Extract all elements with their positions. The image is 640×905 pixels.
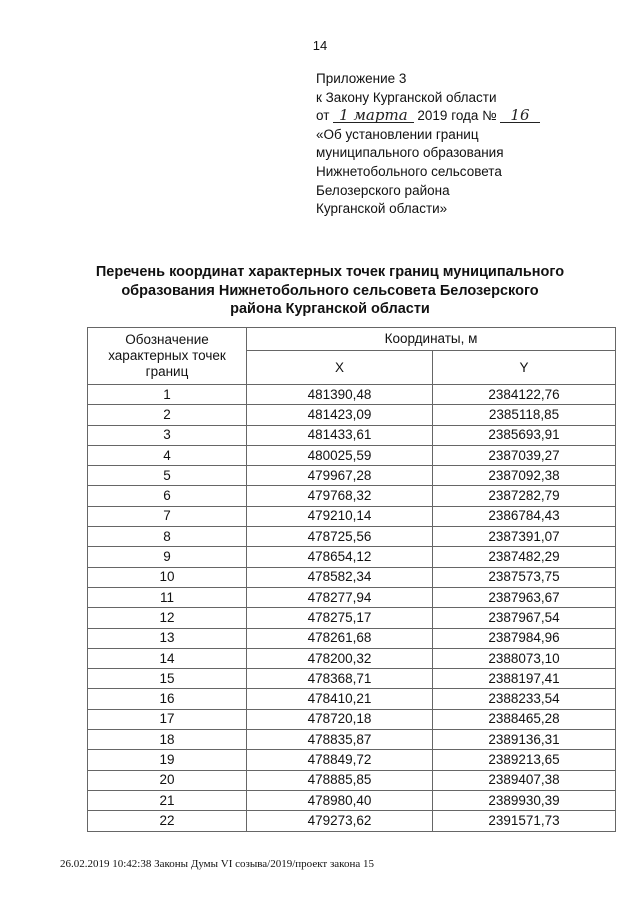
x-coordinate-cell: 478275,17: [247, 608, 433, 628]
x-coordinate-cell: 479967,28: [247, 466, 433, 486]
y-coordinate-cell: 2387963,67: [433, 587, 616, 607]
y-coordinate-cell: 2387967,54: [433, 608, 616, 628]
x-coordinate-cell: 478885,85: [247, 770, 433, 790]
table-row: [88, 648, 616, 668]
table-row: [88, 730, 616, 750]
y-coordinate-cell: 2389213,65: [433, 750, 616, 770]
y-coordinate-cell: 2387282,79: [433, 486, 616, 506]
y-coordinate-cell: 2385693,91: [433, 425, 616, 445]
table-row: [88, 385, 616, 405]
point-number-cell: 21: [88, 790, 247, 810]
appendix-line-6: Нижнетобольного сельсовета: [316, 163, 502, 179]
point-number-cell: 3: [88, 425, 247, 445]
appendix-line-5: муниципального образования: [316, 145, 504, 161]
table-row: [88, 608, 616, 628]
point-number-cell: 20: [88, 770, 247, 790]
title-line-1: Перечень координат характерных точек границ муниципального: [95, 264, 565, 280]
point-number-cell: 22: [88, 811, 247, 831]
table-row: [88, 587, 616, 607]
point-number-cell: 1: [88, 385, 247, 405]
y-coordinate-cell: 2385118,85: [433, 405, 616, 425]
page-number: 14: [312, 38, 328, 53]
y-coordinate-cell: 2389136,31: [433, 730, 616, 750]
point-number-cell: 19: [88, 750, 247, 770]
header-y: Y: [433, 351, 616, 385]
point-number-cell: 8: [88, 527, 247, 547]
point-number-cell: 2: [88, 405, 247, 425]
point-number-cell: 18: [88, 730, 247, 750]
table-row: [88, 506, 616, 526]
x-coordinate-cell: 478654,12: [247, 547, 433, 567]
x-coordinate-cell: 479210,14: [247, 506, 433, 526]
handwritten-law-number: 16: [500, 108, 539, 123]
table-row: [88, 486, 616, 506]
table-row: [88, 669, 616, 689]
table-row: [88, 466, 616, 486]
point-number-cell: 13: [88, 628, 247, 648]
appendix-block: [316, 70, 540, 219]
table-row: [88, 547, 616, 567]
table-row: [88, 750, 616, 770]
x-coordinate-cell: 478849,72: [247, 750, 433, 770]
point-number-cell: 15: [88, 669, 247, 689]
y-coordinate-cell: 2387391,07: [433, 527, 616, 547]
point-number-cell: 4: [88, 445, 247, 465]
appendix-date-prefix: от: [316, 108, 330, 124]
table-row: [88, 689, 616, 709]
table-row: [88, 790, 616, 810]
y-coordinate-cell: 2389930,39: [433, 790, 616, 810]
y-coordinate-cell: 2388233,54: [433, 689, 616, 709]
appendix-line-2: к Закону Курганской области: [316, 89, 497, 105]
x-coordinate-cell: 478720,18: [247, 709, 433, 729]
y-coordinate-cell: 2387573,75: [433, 567, 616, 587]
y-coordinate-cell: 2387039,27: [433, 445, 616, 465]
y-coordinate-cell: 2388197,41: [433, 669, 616, 689]
x-coordinate-cell: 481390,48: [247, 385, 433, 405]
x-coordinate-cell: 479768,32: [247, 486, 433, 506]
x-coordinate-cell: 479273,62: [247, 811, 433, 831]
x-coordinate-cell: 478261,68: [247, 628, 433, 648]
table-body: [88, 385, 616, 832]
x-coordinate-cell: 478410,21: [247, 689, 433, 709]
table-row: [88, 628, 616, 648]
point-number-cell: 14: [88, 648, 247, 668]
x-coordinate-cell: 478725,56: [247, 527, 433, 547]
y-coordinate-cell: 2387092,38: [433, 466, 616, 486]
title-line-3: района Курганской области: [230, 301, 430, 317]
appendix-line-4: «Об установлении границ: [316, 126, 479, 142]
table-row: [88, 811, 616, 831]
x-coordinate-cell: 478980,40: [247, 790, 433, 810]
handwritten-date: 1 марта: [333, 108, 413, 123]
y-coordinate-cell: 2388465,28: [433, 709, 616, 729]
appendix-line-3: [316, 107, 540, 126]
y-coordinate-cell: 2387482,29: [433, 547, 616, 567]
point-number-cell: 9: [88, 547, 247, 567]
x-coordinate-cell: 480025,59: [247, 445, 433, 465]
header-coordinates: Координаты, м: [247, 328, 616, 351]
x-coordinate-cell: 481423,09: [247, 405, 433, 425]
point-number-cell: 12: [88, 608, 247, 628]
x-coordinate-cell: 478582,34: [247, 567, 433, 587]
table-row: [88, 709, 616, 729]
appendix-line-1: Приложение 3: [316, 71, 407, 86]
table-row: [88, 425, 616, 445]
y-coordinate-cell: 2389407,38: [433, 770, 616, 790]
y-coordinate-cell: 2387984,96: [433, 628, 616, 648]
appendix-year-label: 2019 года №: [417, 108, 497, 124]
point-number-cell: 10: [88, 567, 247, 587]
table-row: [88, 527, 616, 547]
appendix-line-7: Белозерского района: [316, 182, 450, 198]
y-coordinate-cell: 2384122,76: [433, 385, 616, 405]
point-number-cell: 17: [88, 709, 247, 729]
y-coordinate-cell: 2388073,10: [433, 648, 616, 668]
x-coordinate-cell: 478368,71: [247, 669, 433, 689]
point-number-cell: 11: [88, 587, 247, 607]
coordinates-table: [87, 327, 616, 832]
table-row: [88, 770, 616, 790]
table-row: [88, 405, 616, 425]
title-line-2: образования Нижнетобольного сельсовета Белозерского: [121, 282, 539, 299]
table-row: [88, 567, 616, 587]
x-coordinate-cell: 478277,94: [247, 587, 433, 607]
x-coordinate-cell: 478200,32: [247, 648, 433, 668]
y-coordinate-cell: 2386784,43: [433, 506, 616, 526]
point-number-cell: 7: [88, 506, 247, 526]
appendix-line-8: Курганской области»: [316, 201, 448, 217]
header-x: X: [247, 351, 433, 385]
point-number-cell: 5: [88, 466, 247, 486]
x-coordinate-cell: 478835,87: [247, 730, 433, 750]
point-number-cell: 16: [88, 689, 247, 709]
table-row: [88, 445, 616, 465]
y-coordinate-cell: 2391571,73: [433, 811, 616, 831]
x-coordinate-cell: 481433,61: [247, 425, 433, 445]
footer-stamp: 26.02.2019 10:42:38 Законы Думы VI созыва/2019/проект закона 15: [60, 858, 374, 870]
header-point: Обозначение характерных точек границ: [88, 328, 247, 385]
point-number-cell: 6: [88, 486, 247, 506]
document-title: [60, 263, 600, 319]
